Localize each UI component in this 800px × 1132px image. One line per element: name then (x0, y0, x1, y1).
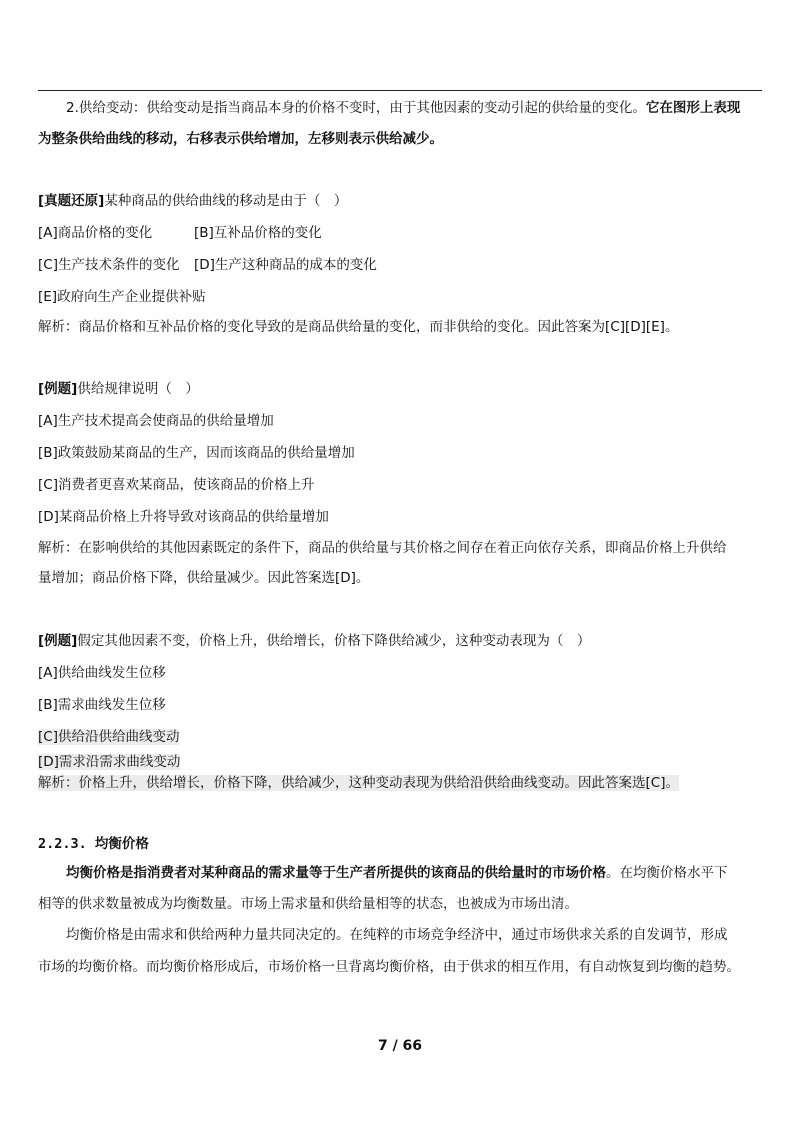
page-number: 7 / 66 (377, 1038, 423, 1054)
supply-change-bold-text: 它在图形上表现 (645, 100, 741, 116)
q2-stem-text: 供给规律说明（ ） (77, 381, 199, 397)
q2-option-b: [B]政策鼓励某商品的生产，因而该商品的供给量增加 (38, 445, 355, 461)
q1-option-a: [A]商品价格的变化 (38, 225, 153, 241)
q1-options-cd (38, 256, 762, 274)
equilibrium-para-1-line-1 (66, 864, 762, 882)
q1-tag: [真题还原] (38, 193, 105, 209)
q3-analysis-text: 解析：价格上升，供给增长，价格下降，供给减少，这种变动表现为供给沿供给曲线变动。因此答案选[C]。 (38, 775, 679, 791)
q3-option-c-text: [C]供给沿供给曲线变动 (38, 729, 180, 745)
q1-stem (38, 192, 762, 210)
q2-option-a: [A]生产技术提高会使商品的供给量增加 (38, 413, 274, 429)
equilibrium-para-2-line-2: 市场的均衡价格。而均衡价格形成后，市场价格一旦背离均衡价格，由于供求的相互作用，有自动恢复到均衡的趋势。 (38, 959, 740, 975)
q1-option-e: [E]政府向生产企业提供补贴 (38, 289, 206, 305)
q1-analysis: 解析：商品价格和互补品价格的变化导致的是商品供给量的变化，而非供给的变化。因此答案为[C][D][E]。 (38, 319, 679, 335)
q3-analysis (38, 774, 762, 792)
equilibrium-definition-rest: 。在均衡价格水平下 (606, 865, 728, 881)
header-rule (38, 90, 762, 91)
q3-stem-text: 假定其他因素不变，价格上升，供给增长，价格下降供给减少，这种变动表现为（ ） (77, 633, 591, 649)
supply-change-text: 2.供给变动：供给变动是指当商品本身的价格不变时，由于其他因素的变动引起的供给量的变化。 (66, 100, 646, 116)
q1-stem-text: 某种商品的供给曲线的移动是由于（ ） (104, 193, 348, 209)
q1-options-ab (38, 224, 762, 242)
q1-option-d: [D]生产这种商品的成本的变化 (194, 257, 377, 273)
q2-option-d: [D]某商品价格上升将导致对该商品的供给量增加 (38, 509, 329, 525)
q3-tag: [例题] (38, 633, 78, 649)
equilibrium-definition: 均衡价格是指消费者对某种商品的需求量等于生产者所提供的该商品的供给量时的市场价格 (66, 865, 606, 881)
supply-change-line-1 (66, 99, 762, 117)
q2-analysis-line-1: 解析：在影响供给的其他因素既定的条件下，商品的供给量与其价格之间存在着正向依存关系，即商品价格上升供给 (38, 540, 727, 556)
q1-option-c: [C]生产技术条件的变化 (38, 257, 180, 273)
q1-option-b: [B]互补品价格的变化 (194, 225, 322, 241)
q3-option-c (38, 728, 762, 746)
q2-tag: [例题] (38, 381, 78, 397)
q3-option-d (38, 753, 762, 771)
section-heading-equilibrium: 2.2.3. 均衡价格 (38, 836, 149, 852)
q3-option-b: [B]需求曲线发生位移 (38, 697, 166, 713)
supply-change-line-2: 为整条供给曲线的移动，右移表示供给增加，左移则表示供给减少。 (38, 131, 443, 147)
equilibrium-para-1-line-2: 相等的供求数量被成为均衡数量。市场上需求量和供给量相等的状态，也被成为市场出清。 (38, 896, 578, 912)
q2-option-c: [C]消费者更喜欢某商品，使该商品的价格上升 (38, 477, 315, 493)
q3-stem (38, 632, 762, 650)
equilibrium-para-2-line-1: 均衡价格是由需求和供给两种力量共同决定的。在纯粹的市场竞争经济中，通过市场供求关系的自发调节，形成 (66, 927, 728, 943)
q2-stem (38, 380, 762, 398)
q3-option-a: [A]供给曲线发生位移 (38, 665, 166, 681)
q2-analysis-line-2: 量增加；商品价格下降，供给量减少。因此答案选[D]。 (38, 570, 370, 586)
q3-option-d-text: [D]需求沿需求曲线变动 (38, 754, 181, 770)
